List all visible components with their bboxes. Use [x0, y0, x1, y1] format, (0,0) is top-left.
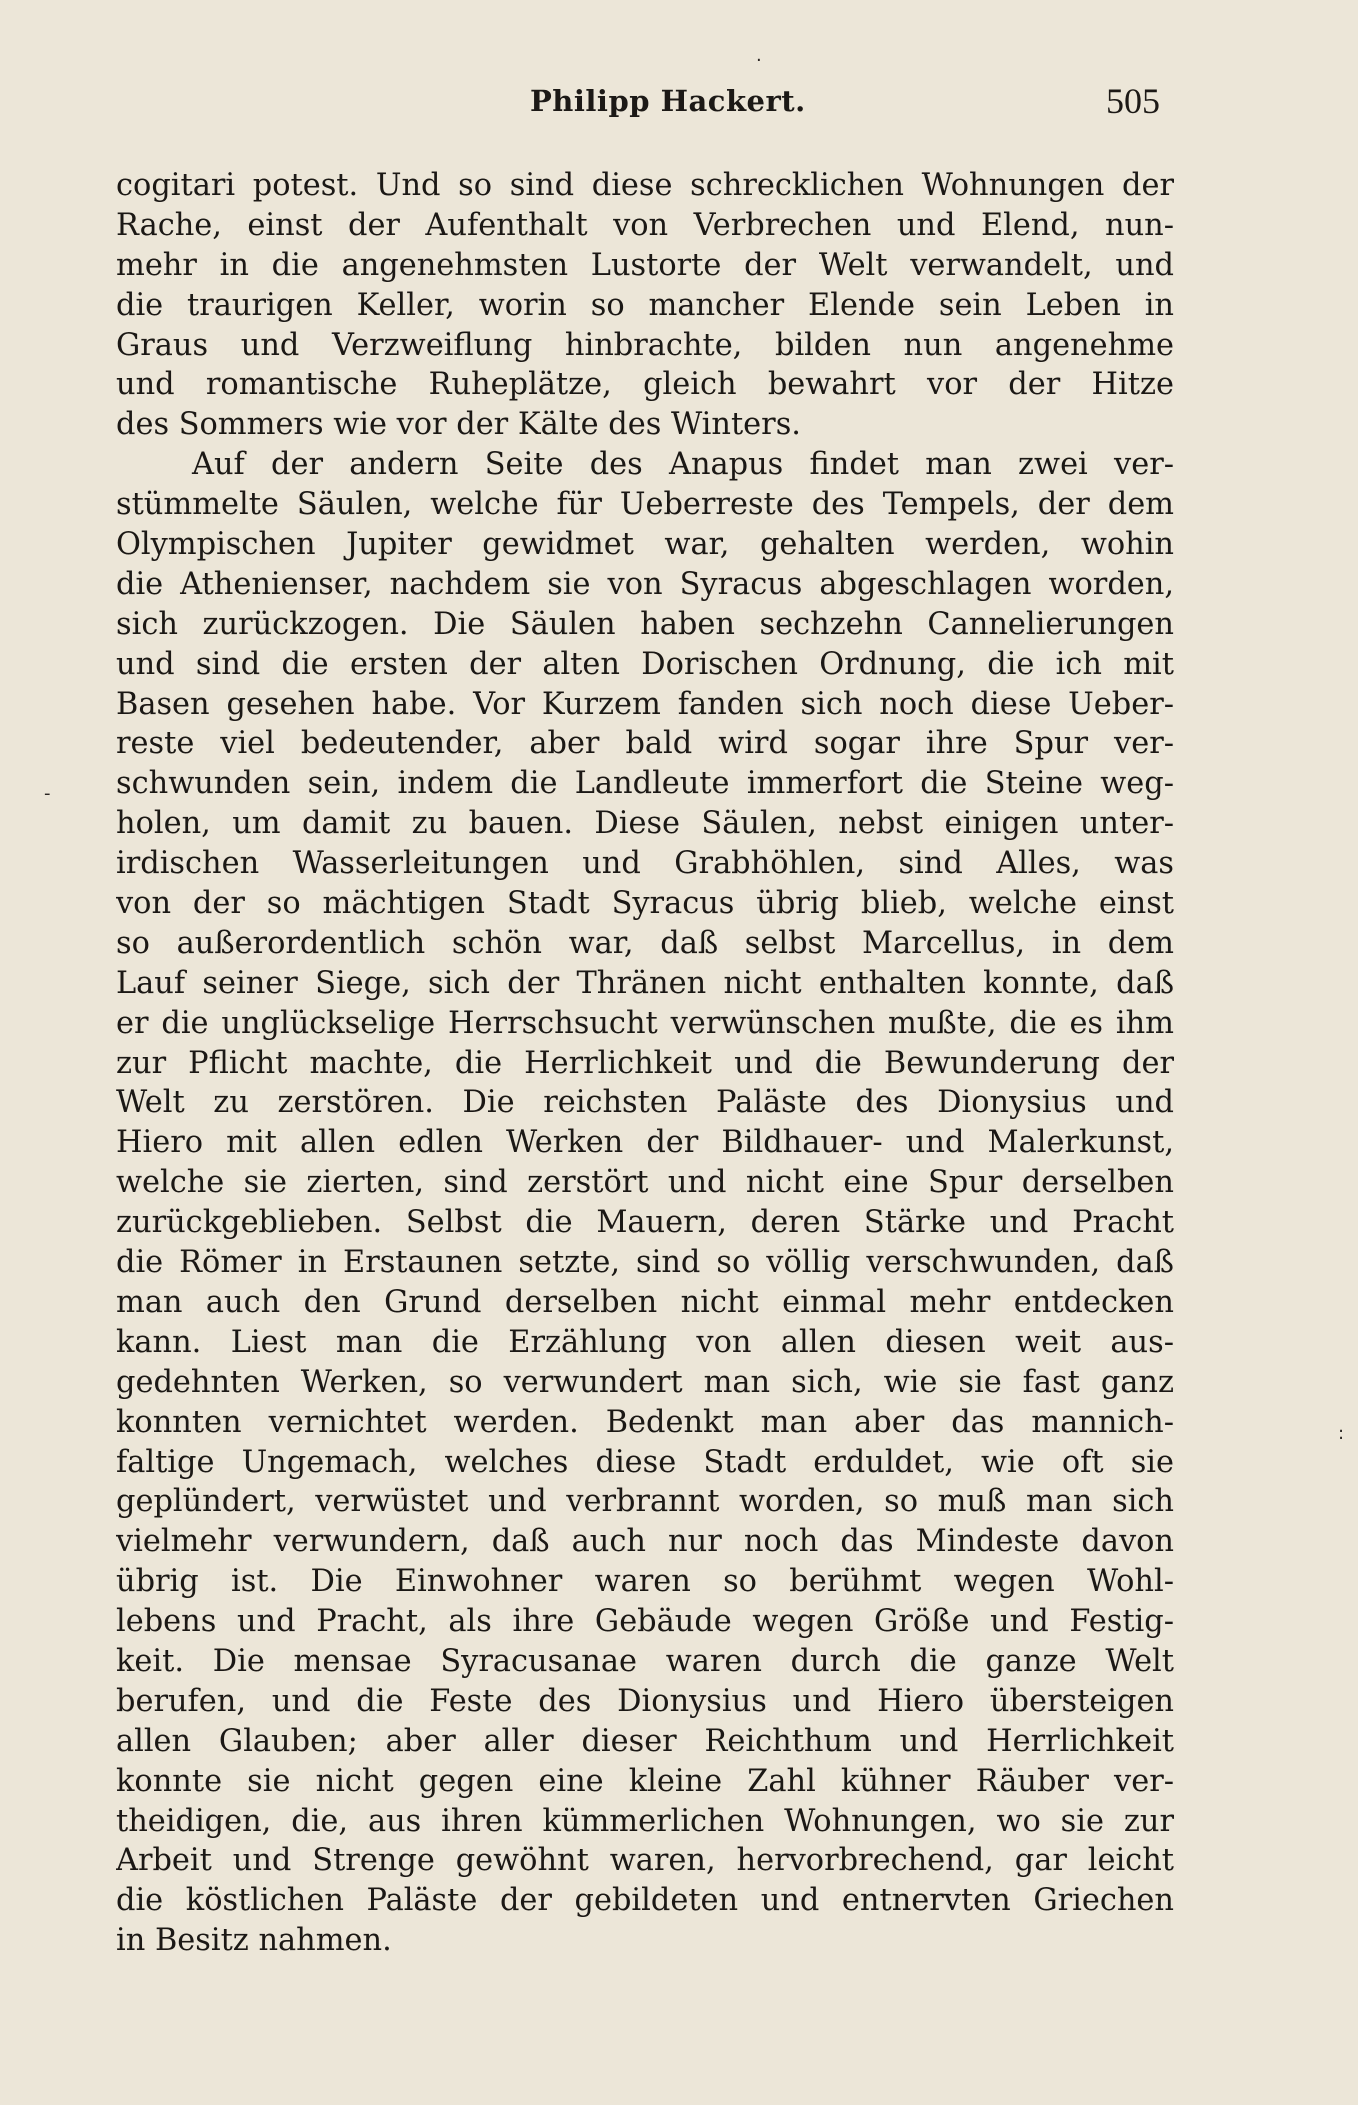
text-line: er die unglückselige Herrschsucht verwünschen mußte, die es ihm [116, 1005, 1174, 1041]
text-line: welche sie zierten, sind zerstört und nicht eine Spur derselben [116, 1165, 1174, 1201]
text-line: die köstlichen Paläste der gebildeten und entnervten Griechen [116, 1883, 1174, 1919]
text-line: die traurigen Keller, worin so mancher Elende sein Leben in [116, 287, 1174, 323]
text-line: zurückgeblieben. Selbst die Mauern, deren Stärke und Pracht [116, 1205, 1174, 1241]
text-line: Welt zu zerstören. Die reichsten Paläste des Dionysius und [116, 1085, 1174, 1121]
text-line: Arbeit und Strenge gewöhnt waren, hervorbrechend, gar leicht [116, 1843, 1174, 1879]
text-line: die Römer in Erstaunen setzte, sind so völlig verschwunden, daß [116, 1245, 1174, 1281]
text-line: kann. Liest man die Erzählung von allen diesen weit aus- [116, 1324, 1174, 1360]
text-line: cogitari potest. Und so sind diese schrecklichen Wohnungen der [116, 168, 1174, 203]
text-line: so außerordentlich schön war, daß selbst Marcellus, in dem [116, 925, 1174, 961]
print-speck-icon: : [1338, 1423, 1345, 1444]
text-line: Auf der andern Seite des Anapus findet man zwei ver- [192, 447, 1174, 483]
text-line: konnte sie nicht gegen eine kleine Zahl kühner Räuber ver- [116, 1763, 1174, 1799]
text-line: die Athenienser, nachdem sie von Syracus abgeschlagen worden, [116, 566, 1174, 602]
text-line: berufen, und die Feste des Dionysius und Hiero übersteigen [116, 1683, 1174, 1719]
print-speck-icon: · [756, 50, 762, 71]
text-line: man auch den Grund derselben nicht einmal mehr entdecken [116, 1284, 1174, 1320]
text-line: Hiero mit allen edlen Werken der Bildhauer- und Malerkunst, [116, 1125, 1174, 1161]
text-line: mehr in die angenehmsten Lustorte der Welt verwandelt, und [116, 247, 1174, 283]
text-line: allen Glauben; aber aller dieser Reichthum und Herrlichkeit [116, 1723, 1174, 1759]
text-line: Lauf seiner Siege, sich der Thränen nicht enthalten konnte, daß [116, 965, 1174, 1001]
text-line: Olympischen Jupiter gewidmet war, gehalten werden, wohin [116, 527, 1174, 563]
text-line: vielmehr verwundern, daß auch nur noch das Mindeste davon [116, 1524, 1174, 1560]
page-number: 505 [1106, 81, 1160, 121]
paragraph-2 [116, 445, 1174, 1961]
text-line: lebens und Pracht, als ihre Gebäude wegen Größe und Festig- [116, 1604, 1174, 1640]
text-line: schwunden sein, indem die Landleute immerfort die Steine weg- [116, 766, 1174, 802]
text-line: reste viel bedeutender, aber bald wird sogar ihre Spur ver- [116, 726, 1174, 762]
text-line: konnten vernichtet werden. Bedenkt man aber das mannich- [116, 1404, 1174, 1440]
page-header [110, 78, 1160, 138]
body-text [116, 166, 1174, 1961]
text-line: geplündert, verwüstet und verbrannt worden, so muß man sich [116, 1484, 1174, 1520]
text-line: faltige Ungemach, welches diese Stadt erduldet, wie oft sie [116, 1444, 1174, 1480]
running-title: Philipp Hackert. [530, 84, 806, 118]
text-line: stümmelte Säulen, welche für Ueberreste des Tempels, der dem [116, 487, 1174, 523]
text-line: des Sommers wie vor der Kälte des Winters. [116, 407, 801, 443]
text-line: und sind die ersten der alten Dorischen Ordnung, die ich mit [116, 646, 1174, 682]
text-line: keit. Die mensae Syracusanae waren durch die ganze Welt [116, 1643, 1174, 1679]
text-line: Graus und Verzweiflung hinbrachte, bilden nun angenehme [116, 327, 1174, 363]
text-line: in Besitz nahmen. [116, 1923, 392, 1959]
text-line: theidigen, die, aus ihren kümmerlichen Wohnungen, wo sie zur [116, 1803, 1174, 1839]
text-line: zur Pflicht machte, die Herrlichkeit und die Bewunderung der [116, 1045, 1174, 1081]
paragraph-1 [116, 166, 1174, 445]
text-line: und romantische Ruheplätze, gleich bewahrt vor der Hitze [116, 367, 1174, 403]
text-line: irdischen Wasserleitungen und Grabhöhlen, sind Alles, was [116, 846, 1174, 882]
text-line: Basen gesehen habe. Vor Kurzem fanden sich noch diese Ueber- [116, 686, 1174, 722]
text-line: von der so mächtigen Stadt Syracus übrig blieb, welche einst [116, 886, 1174, 922]
text-line: übrig ist. Die Einwohner waren so berühmt wegen Wohl- [116, 1564, 1174, 1600]
text-line: sich zurückzogen. Die Säulen haben sechzehn Cannelierungen [116, 606, 1174, 642]
print-speck-icon: - [44, 783, 51, 804]
text-line: gedehnten Werken, so verwundert man sich, wie sie fast ganz [116, 1364, 1174, 1400]
text-line: Rache, einst der Aufenthalt von Verbrechen und Elend, nun- [116, 207, 1174, 243]
text-line: holen, um damit zu bauen. Diese Säulen, nebst einigen unter- [116, 806, 1174, 842]
